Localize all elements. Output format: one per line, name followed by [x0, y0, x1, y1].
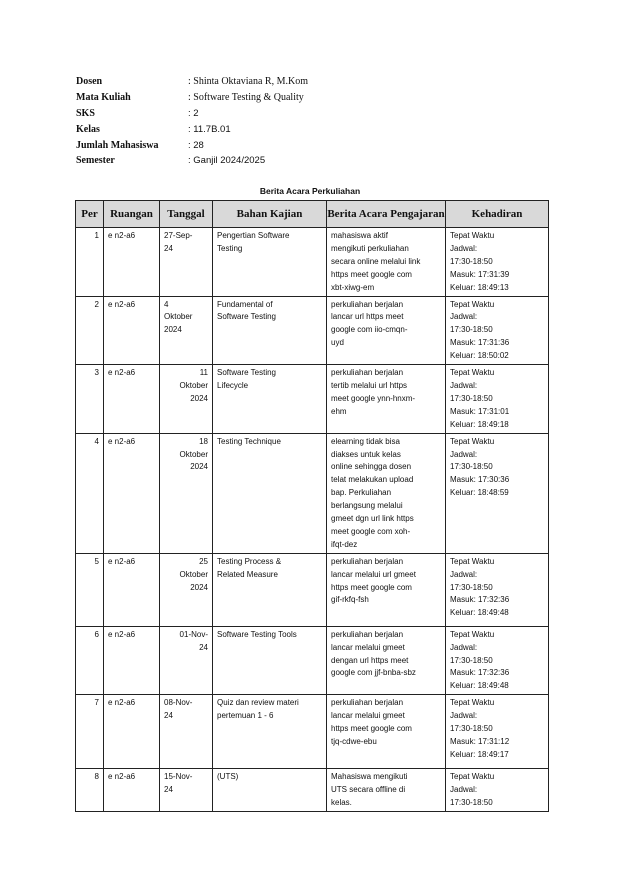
cell-tanggal-text: 25 Oktober 2024: [179, 556, 208, 592]
cell-per: [76, 296, 104, 365]
cell-kehadiran-text: Tepat Waktu Jadwal: 17:30-18:50 Masuk: 17:30:36 Keluar: 18:48:59: [450, 436, 510, 498]
cell-per-text: 5: [94, 556, 99, 566]
table-row: [76, 365, 549, 434]
cell-berita-acara: [327, 433, 446, 553]
cell-berita-acara-text: mahasiswa aktif mengikuti perkuliahan secara online melalui link https meet google com xbt-xiwg-em: [331, 231, 421, 292]
cell-bahan-kajian-text: (UTS): [217, 772, 239, 782]
cell-kehadiran: [446, 626, 549, 695]
cell-tanggal-text: 18 Oktober 2024: [179, 436, 208, 472]
cell-per-text: 7: [94, 698, 99, 708]
cell-berita-acara-text: perkuliahan berjalan lancar melalui gmeet dengan url https meet google com jjf-bnba-sbz: [331, 629, 416, 678]
cell-tanggal: [160, 769, 213, 812]
cell-berita-acara: [327, 553, 446, 626]
header-per: Per: [76, 201, 104, 228]
header-ruangan: Ruangan: [104, 201, 160, 228]
info-label: SKS: [76, 107, 95, 119]
cell-bahan-kajian: [213, 228, 327, 297]
cell-ruangan: [104, 296, 160, 365]
cell-kehadiran: [446, 553, 549, 626]
cell-per: [76, 695, 104, 769]
cell-tanggal: [160, 228, 213, 297]
cell-tanggal: [160, 433, 213, 553]
header-bahan-kajian: Bahan Kajian: [213, 201, 327, 228]
cell-bahan-kajian: [213, 553, 327, 626]
table-row: [76, 626, 549, 695]
header-tanggal: Tanggal: [160, 201, 213, 228]
cell-bahan-kajian: [213, 433, 327, 553]
info-value: : 28: [188, 139, 204, 151]
info-row: [76, 121, 308, 137]
info-value: : 11.7B.01: [188, 123, 231, 135]
cell-kehadiran: [446, 769, 549, 812]
cell-ruangan: [104, 553, 160, 626]
info-value: : 2: [188, 107, 199, 119]
cell-tanggal: [160, 626, 213, 695]
cell-berita-acara-text: perkuliahan berjalan lancar url https meet google com iio-cmqn- uyd: [331, 299, 408, 348]
cell-berita-acara-text: perkuliahan berjalan lancar melalui gmeet https meet google com tjq-cdwe-ebu: [331, 698, 412, 746]
info-row: [76, 153, 308, 169]
cell-kehadiran-text: Tepat Waktu Jadwal: 17:30-18:50 Masuk: 17:31:36 Keluar: 18:50:02: [450, 299, 510, 361]
cell-tanggal-text: 27-Sep- 24: [164, 231, 193, 253]
cell-kehadiran-text: Tepat Waktu Jadwal: 17:30-18:50 Masuk: 17:31:01 Keluar: 18:49:18: [450, 368, 510, 429]
cell-bahan-kajian: [213, 769, 327, 812]
cell-ruangan-text: e n2-a6: [108, 772, 136, 782]
cell-tanggal-text: 08-Nov- 24: [164, 698, 193, 721]
cell-ruangan: [104, 228, 160, 297]
info-row: [76, 74, 308, 90]
cell-per-text: 6: [94, 629, 99, 639]
cell-bahan-kajian-text: Testing Technique: [217, 436, 281, 446]
table-row: [76, 228, 549, 297]
cell-ruangan-text: e n2-a6: [108, 299, 136, 309]
info-value: : Shinta Oktaviana R, M.Kom: [188, 76, 308, 88]
cell-kehadiran: [446, 365, 549, 434]
cell-ruangan-text: e n2-a6: [108, 231, 136, 240]
cell-bahan-kajian: [213, 365, 327, 434]
table-row: [76, 553, 549, 626]
cell-ruangan-text: e n2-a6: [108, 629, 136, 639]
course-info: [76, 74, 308, 169]
info-label: Mata Kuliah: [76, 92, 131, 104]
lecture-report-table: [75, 200, 549, 812]
cell-berita-acara-text: elearning tidak bisa diakses untuk kelas online sehingga dosen telat melakukan upload bap. Perkuliahan berlangsung melalui gmeet dgn url link https meet google com xoh- ifqt-dez: [331, 436, 414, 549]
cell-berita-acara: [327, 626, 446, 695]
cell-berita-acara: [327, 365, 446, 434]
cell-kehadiran-text: Tepat Waktu Jadwal: 17:30-18:50: [450, 772, 495, 808]
cell-kehadiran-text: Tepat Waktu Jadwal: 17:30-18:50 Masuk: 17:32:36 Keluar: 18:49:48: [450, 556, 510, 618]
cell-berita-acara: [327, 769, 446, 812]
cell-bahan-kajian-text: Fundamental of Software Testing: [217, 299, 276, 322]
info-label: Jumlah Mahasiswa: [76, 139, 159, 151]
cell-berita-acara-text: perkuliahan berjalan tertib melalui url https meet google ynn-hnxm- ehm: [331, 368, 416, 416]
info-row: [76, 106, 308, 122]
cell-tanggal-text: 4 Oktober 2024: [164, 299, 193, 335]
cell-kehadiran-text: Tepat Waktu Jadwal: 17:30-18:50 Masuk: 17:31:12 Keluar: 18:49:17: [450, 698, 510, 759]
info-row: [76, 137, 308, 153]
cell-kehadiran-text: Tepat Waktu Jadwal: 17:30-18:50 Masuk: 17:31:39 Keluar: 18:49:13: [450, 231, 510, 292]
cell-berita-acara-text: Mahasiswa mengikuti UTS secara offline di kelas.: [331, 772, 408, 808]
header-kehadiran: Kehadiran: [446, 201, 549, 228]
header-berita-acara: Berita Acara Pengajaran: [327, 201, 446, 228]
cell-per: [76, 626, 104, 695]
cell-kehadiran: [446, 433, 549, 553]
cell-ruangan: [104, 433, 160, 553]
cell-bahan-kajian-text: Software Testing Lifecycle: [217, 368, 276, 390]
info-value: : Software Testing & Quality: [188, 92, 304, 104]
cell-bahan-kajian: [213, 695, 327, 769]
info-row: [76, 90, 308, 106]
cell-tanggal: [160, 365, 213, 434]
cell-per: [76, 769, 104, 812]
cell-per-text: 2: [94, 299, 99, 309]
cell-per: [76, 433, 104, 553]
cell-tanggal: [160, 296, 213, 365]
cell-ruangan-text: e n2-a6: [108, 556, 136, 566]
cell-ruangan-text: e n2-a6: [108, 368, 136, 378]
cell-per: [76, 228, 104, 297]
cell-kehadiran: [446, 296, 549, 365]
info-label: Semester: [76, 155, 115, 167]
cell-berita-acara-text: perkuliahan berjalan lancar melalui url gmeet https meet google com gif-rkfq-fsh: [331, 556, 416, 605]
cell-tanggal-text: 15-Nov- 24: [164, 772, 193, 795]
cell-ruangan: [104, 695, 160, 769]
table-title: Berita Acara Perkuliahan: [259, 186, 361, 196]
cell-per-text: 8: [94, 772, 99, 782]
table-row: [76, 695, 549, 769]
cell-ruangan: [104, 626, 160, 695]
cell-ruangan-text: e n2-a6: [108, 436, 136, 446]
cell-berita-acara: [327, 695, 446, 769]
cell-berita-acara: [327, 296, 446, 365]
cell-ruangan: [104, 769, 160, 812]
cell-per: [76, 365, 104, 434]
cell-tanggal: [160, 695, 213, 769]
cell-tanggal: [160, 553, 213, 626]
cell-kehadiran-text: Tepat Waktu Jadwal: 17:30-18:50 Masuk: 17:32:36 Keluar: 18:49:48: [450, 629, 510, 691]
cell-bahan-kajian: [213, 296, 327, 365]
info-label: Dosen: [76, 76, 103, 88]
cell-bahan-kajian: [213, 626, 327, 695]
cell-tanggal-text: 01-Nov- 24: [179, 629, 208, 652]
cell-bahan-kajian-text: Testing Process & Related Measure: [217, 556, 282, 579]
cell-per: [76, 553, 104, 626]
cell-per-text: 1: [94, 231, 99, 240]
table-row: [76, 433, 549, 553]
cell-kehadiran: [446, 228, 549, 297]
cell-per-text: 4: [94, 436, 99, 446]
table-row: [76, 769, 549, 812]
cell-ruangan: [104, 365, 160, 434]
info-label: Kelas: [76, 123, 100, 135]
cell-per-text: 3: [94, 368, 99, 378]
cell-tanggal-text: 11 Oktober 2024: [179, 368, 208, 403]
table-row: [76, 296, 549, 365]
cell-berita-acara: [327, 228, 446, 297]
cell-bahan-kajian-text: Software Testing Tools: [217, 629, 297, 639]
info-value: : Ganjil 2024/2025: [188, 155, 266, 167]
cell-bahan-kajian-text: Pengertian Software Testing: [217, 231, 290, 253]
cell-bahan-kajian-text: Quiz dan review materi pertemuan 1 - 6: [217, 698, 299, 721]
table-header-row: [76, 201, 549, 228]
cell-kehadiran: [446, 695, 549, 769]
cell-ruangan-text: e n2-a6: [108, 698, 136, 708]
